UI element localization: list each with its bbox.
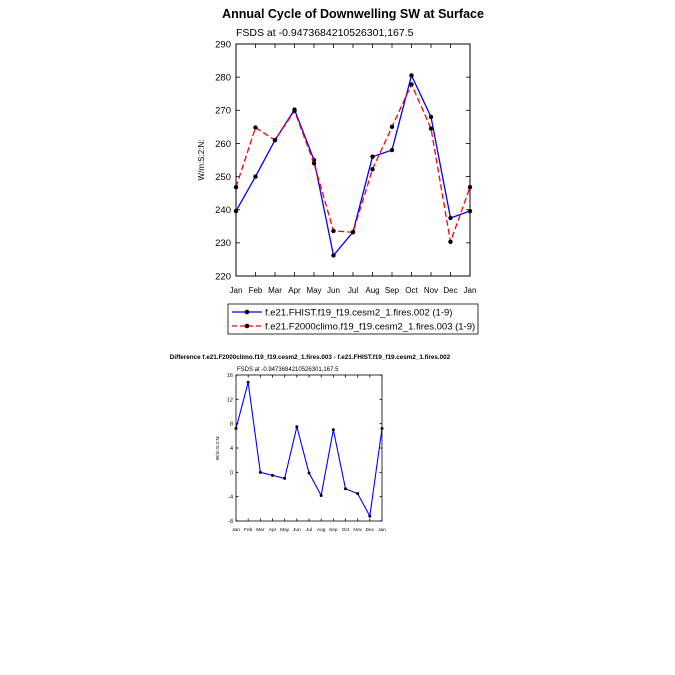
chart1-series-1-point	[390, 148, 394, 152]
chart1-x-tick-label: May	[306, 286, 322, 295]
chart1-series-2-point	[253, 125, 257, 129]
chart1-title: Annual Cycle of Downwelling SW at Surface	[222, 7, 484, 21]
chart1-y-tick-label: 220	[215, 271, 231, 283]
chart2-series-1-point	[283, 477, 286, 480]
chart2-y-tick-label: 4	[229, 445, 233, 452]
chart1-series-2-point	[448, 240, 452, 244]
chart1-series-1-line	[236, 75, 470, 255]
chart1-series-2-point	[390, 125, 394, 129]
chart1-x-tick-label: Feb	[248, 286, 263, 295]
chart1-series-2-point	[331, 229, 335, 233]
chart1-series-1-point	[370, 154, 374, 158]
chart2-x-tick-label: Nov	[353, 528, 362, 533]
chart2-series-1-point	[381, 427, 384, 430]
chart1-x-tick-label: Jan	[229, 286, 243, 295]
chart1-x-ticks	[230, 44, 477, 295]
chart2-x-tick-label: Feb	[244, 528, 253, 533]
chart2-series-1-point	[259, 471, 262, 474]
chart2-y-axis-label: W/m:S:2:N:	[216, 435, 221, 461]
chart2-x-tick-label: Dec	[365, 528, 375, 533]
chart2-series-1-point	[344, 487, 347, 490]
chart1-series-2-point	[409, 82, 413, 86]
chart1-y-tick-label: 230	[215, 238, 231, 250]
chart1-x-tick-label: Nov	[423, 286, 439, 295]
chart1-series-1-point	[468, 209, 472, 213]
chart2-x-tick-label: Sep	[329, 528, 338, 533]
chart1-y-tick-label: 280	[215, 72, 231, 84]
chart1-x-tick-label: Apr	[288, 286, 301, 295]
chart1-y-axis-label: W/m:S:2:N:	[197, 139, 206, 181]
chart2-y-tick-label: 0	[229, 470, 233, 477]
chart1-series-1-point	[234, 209, 238, 213]
chart2-series-1-point	[368, 515, 371, 518]
legend-marker-series-1	[245, 310, 250, 315]
chart1-x-tick-label: Dec	[443, 286, 458, 295]
chart1-series-2-line	[236, 84, 470, 241]
chart1-series-2-point	[468, 185, 472, 189]
chart2-x-tick-label: Jan	[378, 528, 386, 533]
chart1-x-tick-label: Mar	[268, 286, 282, 295]
chart1-plot-frame	[236, 44, 470, 276]
chart1-subtitle: FSDS at -0.9473684210526301,167.5	[236, 27, 414, 39]
chart1-x-tick-label: Jul	[347, 286, 359, 295]
chart1-y-tick-label: 250	[215, 171, 231, 183]
chart2-series-1-point	[356, 492, 359, 495]
chart1-series-1-point	[253, 174, 257, 178]
chart1-y-tick-label: 260	[215, 138, 231, 150]
chart2-subtitle: FSDS at -0.9473684210526301,167.5	[237, 367, 339, 373]
chart1-series-2-point	[312, 161, 316, 165]
chart2-series-1-line	[236, 382, 382, 516]
chart1-series-1-point	[448, 216, 452, 220]
chart2-x-tick-label: May	[280, 528, 290, 533]
chart1-series-2-point	[429, 126, 433, 130]
chart2-series-1-point	[271, 474, 274, 477]
chart2-series-1-point	[247, 381, 250, 384]
chart2-series	[235, 381, 384, 518]
chart2-series-1-point	[332, 428, 335, 431]
chart1-y-tick-label: 240	[215, 205, 231, 217]
chart2-x-tick-label: Oct	[341, 528, 350, 533]
chart2-series-1-point	[308, 471, 311, 474]
chart2-series-1-point	[235, 427, 238, 430]
chart2-x-tick-label: Jul	[305, 528, 313, 533]
chart2-x-tick-label: Aug	[316, 528, 326, 533]
annual-cycle-chart	[197, 7, 484, 334]
chart2-y-tick-label: -8	[228, 518, 233, 525]
chart1-series-1-point	[409, 73, 413, 77]
chart1-series-2-point	[370, 167, 374, 171]
chart2-y-tick-label: -4	[228, 494, 233, 501]
chart1-series-1-point	[331, 253, 335, 257]
chart2-y-tick-label: 12	[226, 397, 233, 404]
legend-label-series-2: f.e21.F2000climo.f19_f19.cesm2_1.fires.003 (1-9)	[265, 321, 476, 333]
chart2-title: Difference f.e21.F2000climo.f19_f19.cesm2_1.fires.003 - f.e21.FHIST.f19_f19.cesm2_1.fires.002	[169, 354, 451, 361]
chart1-series-2-point	[292, 109, 296, 113]
chart1-series-2-point	[273, 138, 277, 142]
difference-chart	[170, 354, 451, 533]
chart1-x-tick-label: Oct	[405, 286, 418, 295]
chart1-x-tick-label: Aug	[365, 286, 380, 295]
chart1-y-tick-label: 270	[215, 105, 231, 117]
chart2-x-tick-label: Jun	[292, 528, 301, 533]
chart1-x-tick-label: Sep	[384, 286, 400, 295]
chart2-x-tick-label: Apr	[268, 528, 277, 533]
chart2-y-tick-label: 8	[229, 421, 233, 428]
chart1-x-tick-label: Jun	[327, 286, 340, 295]
chart2-x-tick-label: Mar	[256, 528, 265, 533]
chart1-y-tick-label: 290	[215, 39, 231, 51]
chart1-y-ticks	[215, 39, 470, 282]
chart1-legend	[228, 304, 478, 334]
chart2-x-tick-label: Jan	[232, 528, 240, 533]
chart2-y-tick-label: 16	[226, 372, 233, 379]
chart2-series-1-point	[320, 494, 323, 497]
chart2-series-1-point	[295, 425, 298, 428]
chart1-series-2-point	[234, 185, 238, 189]
chart1-series-1-point	[429, 115, 433, 119]
chart1-series	[234, 73, 472, 257]
chart1-x-tick-label: Jan	[463, 286, 477, 295]
chart1-series-2-point	[351, 230, 355, 234]
legend-marker-series-2	[245, 324, 250, 329]
legend-label-series-1: f.e21.FHIST.f19_f19.cesm2_1.fires.002 (1-9)	[265, 307, 453, 319]
